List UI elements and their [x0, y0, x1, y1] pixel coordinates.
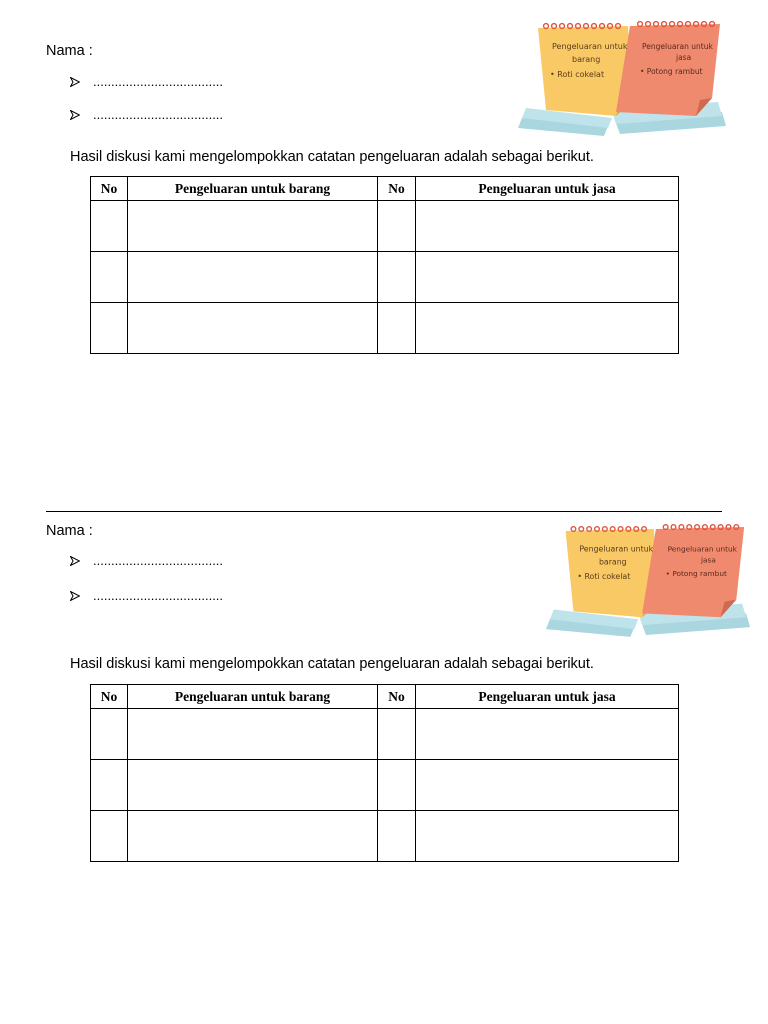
note-services-title: Pengeluaran untuk: [642, 42, 713, 51]
intro-text: Hasil diskusi kami mengelompokkan catatan pengeluaran adalah sebagai berikut.: [70, 656, 594, 672]
cell-no[interactable]: [378, 201, 416, 252]
table-header-row: [91, 177, 679, 201]
cell-goods[interactable]: [128, 709, 378, 760]
note-services-item: • Potong rambut: [640, 67, 703, 76]
note-services-title: Pengeluaran untuk: [667, 544, 737, 554]
table-row: [91, 303, 679, 354]
cell-services[interactable]: [416, 201, 679, 252]
cell-no[interactable]: [91, 303, 128, 354]
table-row: [91, 201, 679, 252]
notepad-illustration: [544, 522, 752, 640]
table-row: [91, 811, 679, 862]
header-no-goods: No: [91, 177, 128, 201]
note-goods-title: Pengeluaran untuk: [552, 42, 628, 51]
cell-no[interactable]: [378, 709, 416, 760]
worksheet-1: [0, 0, 768, 500]
table-header-row: [91, 685, 679, 709]
table-row: [91, 760, 679, 811]
name-entry-2: [70, 588, 223, 603]
name-blank: ....................................: [93, 107, 224, 122]
note-goods-title: Pengeluaran untuk: [579, 544, 654, 554]
cell-goods[interactable]: [128, 201, 378, 252]
cell-goods[interactable]: [128, 303, 378, 354]
name-entry-1: [70, 74, 223, 89]
expense-table: [90, 684, 679, 862]
cell-no[interactable]: [91, 811, 128, 862]
header-services: Pengeluaran untuk jasa: [416, 685, 679, 709]
note-goods-item: • Roti cokelat: [550, 70, 605, 79]
cell-goods[interactable]: [128, 252, 378, 303]
worksheet-2: [0, 512, 768, 1012]
note-goods-title-2: barang: [572, 55, 601, 64]
arrowhead-bullet-icon: [70, 591, 80, 601]
cell-no[interactable]: [91, 201, 128, 252]
arrowhead-bullet-icon: [70, 77, 80, 87]
header-no-services: No: [378, 177, 416, 201]
cell-no[interactable]: [378, 303, 416, 354]
cell-no[interactable]: [378, 760, 416, 811]
cell-no[interactable]: [91, 252, 128, 303]
cell-goods[interactable]: [128, 811, 378, 862]
name-blank: ....................................: [93, 588, 224, 603]
cell-services[interactable]: [416, 811, 679, 862]
note-services-title-2: jasa: [676, 53, 692, 62]
header-services: Pengeluaran untuk jasa: [416, 177, 679, 201]
name-entry-2: [70, 107, 223, 122]
table-row: [91, 252, 679, 303]
header-no-goods: No: [91, 685, 128, 709]
note-goods-title-2: barang: [598, 557, 627, 567]
notepad-illustration: [516, 20, 728, 138]
header-goods: Pengeluaran untuk barang: [128, 177, 378, 201]
name-entry-1: [70, 553, 223, 568]
cell-services[interactable]: [416, 760, 679, 811]
nama-label: Nama :: [46, 43, 93, 59]
name-blank: ....................................: [93, 553, 224, 568]
cell-services[interactable]: [416, 252, 679, 303]
cell-goods[interactable]: [128, 760, 378, 811]
cell-no[interactable]: [378, 811, 416, 862]
cell-services[interactable]: [416, 303, 679, 354]
note-services-item: • Potong rambut: [665, 569, 727, 579]
nama-label: Nama :: [46, 523, 93, 539]
cell-no[interactable]: [91, 760, 128, 811]
note-services-title-2: jasa: [700, 555, 716, 565]
name-blank: ....................................: [93, 74, 224, 89]
header-goods: Pengeluaran untuk barang: [128, 685, 378, 709]
cell-no[interactable]: [91, 709, 128, 760]
table-row: [91, 709, 679, 760]
cell-no[interactable]: [378, 252, 416, 303]
cell-services[interactable]: [416, 709, 679, 760]
arrowhead-bullet-icon: [70, 110, 80, 120]
arrowhead-bullet-icon: [70, 556, 80, 566]
note-goods-item: • Roti cokelat: [577, 572, 631, 582]
header-no-services: No: [378, 685, 416, 709]
expense-table: [90, 176, 679, 354]
intro-text: Hasil diskusi kami mengelompokkan catatan pengeluaran adalah sebagai berikut.: [70, 149, 594, 165]
